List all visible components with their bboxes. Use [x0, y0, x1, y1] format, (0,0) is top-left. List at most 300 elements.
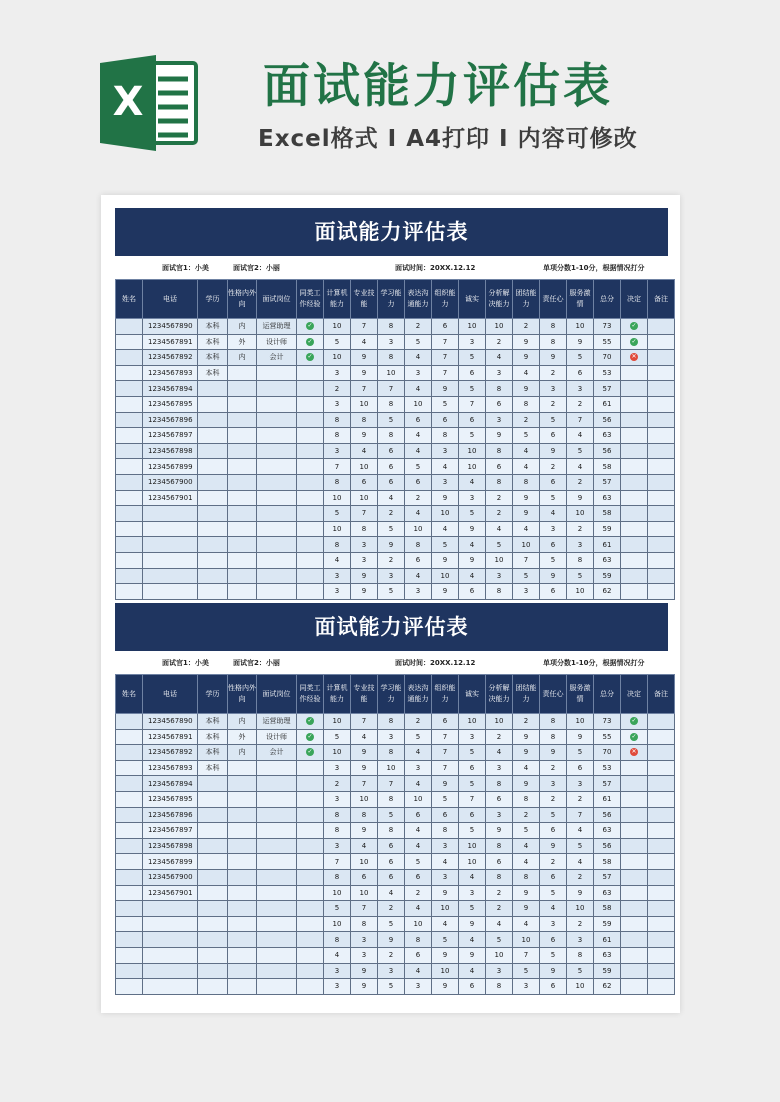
- table-cell[interactable]: 56: [594, 412, 621, 428]
- table-cell[interactable]: [257, 932, 297, 948]
- table-cell[interactable]: 8: [324, 807, 351, 823]
- table-cell[interactable]: 2: [513, 807, 540, 823]
- table-cell[interactable]: [297, 854, 324, 870]
- table-cell[interactable]: [297, 412, 324, 428]
- table-cell[interactable]: 58: [594, 459, 621, 475]
- table-cell[interactable]: [143, 568, 198, 584]
- table-cell[interactable]: 3: [486, 760, 513, 776]
- table-cell[interactable]: [297, 443, 324, 459]
- table-cell[interactable]: 9: [378, 932, 405, 948]
- table-cell[interactable]: [116, 729, 143, 745]
- table-cell[interactable]: 6: [540, 869, 567, 885]
- table-cell[interactable]: [648, 885, 675, 901]
- table-cell[interactable]: 8: [540, 729, 567, 745]
- table-cell[interactable]: 3: [378, 963, 405, 979]
- table-cell[interactable]: 10: [351, 490, 378, 506]
- table-cell[interactable]: 9: [432, 885, 459, 901]
- table-cell[interactable]: [648, 396, 675, 412]
- table-cell[interactable]: [198, 885, 228, 901]
- table-cell[interactable]: 5: [459, 901, 486, 917]
- table-cell[interactable]: [198, 854, 228, 870]
- table-cell[interactable]: 5: [540, 412, 567, 428]
- table-cell[interactable]: 1234567900: [143, 474, 198, 490]
- table-cell[interactable]: 设计师: [257, 729, 297, 745]
- table-cell[interactable]: [648, 854, 675, 870]
- table-cell[interactable]: [143, 901, 198, 917]
- table-cell[interactable]: 1234567897: [143, 428, 198, 444]
- table-cell[interactable]: 6: [432, 319, 459, 335]
- table-cell[interactable]: [257, 365, 297, 381]
- table-cell[interactable]: 本科: [198, 714, 228, 730]
- table-cell[interactable]: [116, 552, 143, 568]
- table-cell[interactable]: [228, 443, 257, 459]
- table-cell[interactable]: [621, 506, 648, 522]
- table-cell[interactable]: [621, 365, 648, 381]
- table-cell[interactable]: 7: [432, 350, 459, 366]
- table-cell[interactable]: [621, 838, 648, 854]
- table-cell[interactable]: [648, 474, 675, 490]
- table-cell[interactable]: [297, 334, 324, 350]
- table-cell[interactable]: 4: [405, 823, 432, 839]
- table-cell[interactable]: [228, 506, 257, 522]
- table-cell[interactable]: [621, 443, 648, 459]
- table-cell[interactable]: 4: [405, 901, 432, 917]
- table-cell[interactable]: 2: [540, 459, 567, 475]
- table-cell[interactable]: 2: [324, 381, 351, 397]
- table-cell[interactable]: 6: [378, 474, 405, 490]
- table-cell[interactable]: [116, 963, 143, 979]
- table-cell[interactable]: [228, 869, 257, 885]
- table-cell[interactable]: 4: [513, 365, 540, 381]
- table-cell[interactable]: [198, 521, 228, 537]
- table-cell[interactable]: 58: [594, 854, 621, 870]
- table-cell[interactable]: [297, 901, 324, 917]
- table-cell[interactable]: 53: [594, 365, 621, 381]
- table-cell[interactable]: 6: [405, 947, 432, 963]
- table-cell[interactable]: 2: [540, 365, 567, 381]
- table-cell[interactable]: [297, 350, 324, 366]
- table-cell[interactable]: 2: [486, 901, 513, 917]
- table-cell[interactable]: [257, 916, 297, 932]
- table-cell[interactable]: 4: [405, 963, 432, 979]
- table-cell[interactable]: 3: [567, 381, 594, 397]
- table-cell[interactable]: 6: [405, 552, 432, 568]
- table-cell[interactable]: [648, 823, 675, 839]
- table-cell[interactable]: 7: [432, 729, 459, 745]
- table-cell[interactable]: 3: [405, 979, 432, 995]
- table-cell[interactable]: 3: [324, 396, 351, 412]
- table-cell[interactable]: 9: [513, 490, 540, 506]
- table-cell[interactable]: 7: [432, 745, 459, 761]
- table-cell[interactable]: 2: [405, 490, 432, 506]
- table-cell[interactable]: 1234567892: [143, 350, 198, 366]
- table-cell[interactable]: 10: [324, 521, 351, 537]
- table-cell[interactable]: 58: [594, 901, 621, 917]
- table-cell[interactable]: 内: [228, 319, 257, 335]
- table-cell[interactable]: [648, 776, 675, 792]
- table-cell[interactable]: 5: [540, 490, 567, 506]
- table-cell[interactable]: 3: [378, 729, 405, 745]
- table-cell[interactable]: 2: [405, 885, 432, 901]
- table-cell[interactable]: [648, 537, 675, 553]
- table-cell[interactable]: 55: [594, 334, 621, 350]
- table-cell[interactable]: 5: [567, 963, 594, 979]
- table-cell[interactable]: [198, 791, 228, 807]
- table-cell[interactable]: 5: [378, 979, 405, 995]
- table-cell[interactable]: 6: [459, 760, 486, 776]
- table-cell[interactable]: 9: [432, 552, 459, 568]
- table-cell[interactable]: 2: [567, 869, 594, 885]
- table-cell[interactable]: [257, 552, 297, 568]
- table-cell[interactable]: [143, 521, 198, 537]
- table-cell[interactable]: [116, 428, 143, 444]
- table-cell[interactable]: 3: [486, 412, 513, 428]
- table-cell[interactable]: [297, 381, 324, 397]
- table-cell[interactable]: 10: [324, 745, 351, 761]
- table-cell[interactable]: 10: [513, 537, 540, 553]
- table-cell[interactable]: 3: [324, 568, 351, 584]
- table-cell[interactable]: [143, 552, 198, 568]
- table-cell[interactable]: [257, 901, 297, 917]
- table-cell[interactable]: 8: [324, 823, 351, 839]
- table-cell[interactable]: [116, 412, 143, 428]
- table-cell[interactable]: 3: [540, 381, 567, 397]
- table-cell[interactable]: 10: [567, 584, 594, 600]
- table-cell[interactable]: 3: [324, 963, 351, 979]
- table-cell[interactable]: 58: [594, 506, 621, 522]
- table-cell[interactable]: [116, 823, 143, 839]
- table-cell[interactable]: 9: [540, 350, 567, 366]
- table-cell[interactable]: 9: [351, 428, 378, 444]
- table-cell[interactable]: 10: [432, 506, 459, 522]
- table-cell[interactable]: 2: [567, 474, 594, 490]
- table-cell[interactable]: 4: [513, 838, 540, 854]
- table-cell[interactable]: [621, 807, 648, 823]
- table-cell[interactable]: [621, 729, 648, 745]
- table-cell[interactable]: 8: [378, 350, 405, 366]
- table-cell[interactable]: [621, 412, 648, 428]
- table-cell[interactable]: [257, 521, 297, 537]
- table-cell[interactable]: [257, 568, 297, 584]
- table-cell[interactable]: 6: [405, 869, 432, 885]
- table-cell[interactable]: [116, 776, 143, 792]
- table-cell[interactable]: 2: [567, 521, 594, 537]
- table-cell[interactable]: 7: [432, 334, 459, 350]
- table-cell[interactable]: [257, 396, 297, 412]
- table-cell[interactable]: 6: [378, 443, 405, 459]
- table-cell[interactable]: 10: [486, 319, 513, 335]
- table-cell[interactable]: 9: [513, 745, 540, 761]
- table-cell[interactable]: [648, 521, 675, 537]
- table-cell[interactable]: 10: [567, 979, 594, 995]
- table-cell[interactable]: 6: [540, 979, 567, 995]
- table-cell[interactable]: 本科: [198, 365, 228, 381]
- table-cell[interactable]: [198, 979, 228, 995]
- table-cell[interactable]: 本科: [198, 350, 228, 366]
- table-cell[interactable]: [648, 350, 675, 366]
- table-cell[interactable]: 4: [405, 568, 432, 584]
- table-cell[interactable]: [116, 474, 143, 490]
- table-cell[interactable]: 5: [405, 334, 432, 350]
- table-cell[interactable]: 5: [432, 791, 459, 807]
- table-cell[interactable]: [621, 319, 648, 335]
- table-cell[interactable]: 5: [567, 350, 594, 366]
- table-cell[interactable]: 7: [351, 381, 378, 397]
- table-cell[interactable]: 8: [378, 791, 405, 807]
- table-cell[interactable]: 9: [540, 838, 567, 854]
- table-cell[interactable]: 8: [486, 381, 513, 397]
- table-cell[interactable]: 1234567891: [143, 729, 198, 745]
- table-cell[interactable]: [297, 521, 324, 537]
- table-cell[interactable]: 59: [594, 916, 621, 932]
- table-cell[interactable]: [257, 979, 297, 995]
- table-cell[interactable]: 5: [567, 745, 594, 761]
- table-cell[interactable]: 7: [459, 791, 486, 807]
- table-cell[interactable]: [621, 776, 648, 792]
- table-cell[interactable]: 8: [567, 552, 594, 568]
- table-cell[interactable]: 6: [540, 823, 567, 839]
- table-cell[interactable]: 7: [432, 365, 459, 381]
- table-cell[interactable]: [143, 506, 198, 522]
- table-cell[interactable]: 10: [486, 714, 513, 730]
- table-cell[interactable]: 8: [513, 791, 540, 807]
- table-cell[interactable]: 3: [351, 947, 378, 963]
- table-cell[interactable]: 8: [378, 319, 405, 335]
- table-cell[interactable]: 10: [351, 791, 378, 807]
- table-cell[interactable]: 5: [513, 963, 540, 979]
- table-cell[interactable]: 8: [486, 474, 513, 490]
- table-cell[interactable]: [257, 490, 297, 506]
- table-cell[interactable]: [228, 979, 257, 995]
- table-cell[interactable]: [297, 490, 324, 506]
- table-cell[interactable]: 4: [486, 350, 513, 366]
- table-cell[interactable]: [198, 584, 228, 600]
- table-cell[interactable]: 9: [459, 552, 486, 568]
- table-cell[interactable]: 6: [378, 854, 405, 870]
- table-cell[interactable]: 内: [228, 745, 257, 761]
- table-cell[interactable]: 8: [324, 537, 351, 553]
- table-cell[interactable]: 3: [405, 365, 432, 381]
- table-cell[interactable]: 6: [567, 365, 594, 381]
- table-cell[interactable]: 2: [513, 714, 540, 730]
- table-cell[interactable]: [648, 490, 675, 506]
- table-cell[interactable]: [198, 459, 228, 475]
- table-cell[interactable]: 10: [513, 932, 540, 948]
- table-cell[interactable]: 1234567894: [143, 381, 198, 397]
- table-cell[interactable]: 6: [378, 869, 405, 885]
- table-cell[interactable]: [648, 745, 675, 761]
- table-cell[interactable]: [297, 823, 324, 839]
- table-cell[interactable]: 1234567896: [143, 807, 198, 823]
- table-cell[interactable]: 3: [459, 490, 486, 506]
- table-cell[interactable]: 9: [432, 979, 459, 995]
- table-cell[interactable]: [621, 474, 648, 490]
- table-cell[interactable]: 3: [351, 552, 378, 568]
- table-cell[interactable]: 3: [324, 838, 351, 854]
- table-cell[interactable]: 10: [351, 459, 378, 475]
- table-cell[interactable]: 6: [459, 807, 486, 823]
- table-cell[interactable]: 5: [405, 459, 432, 475]
- table-cell[interactable]: [648, 443, 675, 459]
- table-cell[interactable]: [297, 869, 324, 885]
- table-cell[interactable]: 5: [405, 854, 432, 870]
- table-cell[interactable]: [228, 521, 257, 537]
- table-cell[interactable]: 9: [486, 823, 513, 839]
- table-cell[interactable]: [257, 823, 297, 839]
- table-cell[interactable]: 7: [324, 854, 351, 870]
- table-cell[interactable]: [116, 807, 143, 823]
- table-cell[interactable]: 4: [324, 552, 351, 568]
- table-cell[interactable]: 63: [594, 552, 621, 568]
- table-cell[interactable]: [116, 885, 143, 901]
- table-cell[interactable]: [228, 963, 257, 979]
- table-cell[interactable]: 9: [513, 506, 540, 522]
- table-cell[interactable]: [257, 506, 297, 522]
- table-cell[interactable]: 2: [486, 506, 513, 522]
- table-cell[interactable]: 5: [459, 381, 486, 397]
- table-cell[interactable]: 3: [351, 537, 378, 553]
- table-cell[interactable]: [228, 490, 257, 506]
- table-cell[interactable]: [116, 584, 143, 600]
- table-cell[interactable]: [143, 932, 198, 948]
- table-cell[interactable]: 9: [432, 947, 459, 963]
- table-cell[interactable]: [198, 823, 228, 839]
- table-cell[interactable]: [228, 807, 257, 823]
- table-cell[interactable]: 4: [513, 760, 540, 776]
- table-cell[interactable]: [621, 334, 648, 350]
- table-cell[interactable]: 5: [324, 729, 351, 745]
- table-cell[interactable]: 2: [567, 791, 594, 807]
- table-cell[interactable]: 5: [567, 838, 594, 854]
- table-cell[interactable]: 63: [594, 885, 621, 901]
- table-cell[interactable]: 3: [405, 760, 432, 776]
- table-cell[interactable]: [297, 552, 324, 568]
- table-cell[interactable]: 10: [324, 714, 351, 730]
- table-cell[interactable]: 7: [513, 947, 540, 963]
- table-cell[interactable]: 4: [459, 932, 486, 948]
- table-cell[interactable]: 1234567893: [143, 365, 198, 381]
- table-cell[interactable]: 10: [405, 916, 432, 932]
- table-cell[interactable]: [228, 823, 257, 839]
- table-cell[interactable]: 3: [459, 885, 486, 901]
- table-cell[interactable]: 10: [459, 854, 486, 870]
- table-cell[interactable]: 5: [459, 350, 486, 366]
- table-cell[interactable]: 7: [351, 319, 378, 335]
- table-cell[interactable]: 10: [567, 319, 594, 335]
- table-cell[interactable]: [198, 932, 228, 948]
- table-cell[interactable]: 2: [567, 916, 594, 932]
- table-cell[interactable]: 4: [513, 443, 540, 459]
- table-cell[interactable]: 8: [540, 319, 567, 335]
- table-cell[interactable]: [228, 776, 257, 792]
- table-cell[interactable]: [198, 443, 228, 459]
- table-cell[interactable]: [297, 428, 324, 444]
- table-cell[interactable]: [228, 568, 257, 584]
- table-cell[interactable]: [621, 428, 648, 444]
- table-cell[interactable]: 7: [351, 506, 378, 522]
- table-cell[interactable]: 9: [351, 584, 378, 600]
- table-cell[interactable]: [648, 552, 675, 568]
- table-cell[interactable]: [648, 412, 675, 428]
- table-cell[interactable]: [228, 885, 257, 901]
- table-cell[interactable]: 4: [513, 521, 540, 537]
- table-cell[interactable]: [228, 552, 257, 568]
- table-cell[interactable]: 4: [432, 521, 459, 537]
- table-cell[interactable]: [116, 901, 143, 917]
- table-cell[interactable]: [648, 947, 675, 963]
- table-cell[interactable]: [198, 869, 228, 885]
- table-cell[interactable]: [297, 932, 324, 948]
- table-cell[interactable]: [116, 396, 143, 412]
- table-cell[interactable]: 3: [324, 443, 351, 459]
- table-cell[interactable]: 5: [486, 932, 513, 948]
- table-cell[interactable]: 2: [324, 776, 351, 792]
- table-cell[interactable]: 6: [540, 537, 567, 553]
- table-cell[interactable]: 73: [594, 319, 621, 335]
- table-cell[interactable]: 8: [324, 869, 351, 885]
- table-cell[interactable]: 3: [459, 334, 486, 350]
- table-cell[interactable]: 6: [405, 474, 432, 490]
- table-cell[interactable]: [648, 459, 675, 475]
- table-cell[interactable]: 8: [486, 869, 513, 885]
- table-cell[interactable]: 5: [540, 885, 567, 901]
- table-cell[interactable]: 会计: [257, 745, 297, 761]
- table-cell[interactable]: 10: [432, 901, 459, 917]
- table-cell[interactable]: 1234567892: [143, 745, 198, 761]
- table-cell[interactable]: [228, 932, 257, 948]
- table-cell[interactable]: 6: [540, 474, 567, 490]
- table-cell[interactable]: 9: [567, 490, 594, 506]
- table-cell[interactable]: [621, 854, 648, 870]
- table-cell[interactable]: 10: [405, 396, 432, 412]
- table-cell[interactable]: 3: [567, 932, 594, 948]
- table-cell[interactable]: 7: [378, 776, 405, 792]
- table-cell[interactable]: [116, 365, 143, 381]
- table-cell[interactable]: 1234567895: [143, 396, 198, 412]
- table-cell[interactable]: 70: [594, 350, 621, 366]
- table-cell[interactable]: [257, 963, 297, 979]
- table-cell[interactable]: 9: [459, 947, 486, 963]
- table-cell[interactable]: 3: [324, 791, 351, 807]
- table-cell[interactable]: 9: [459, 521, 486, 537]
- table-cell[interactable]: 8: [324, 932, 351, 948]
- table-cell[interactable]: [297, 838, 324, 854]
- table-cell[interactable]: 2: [486, 885, 513, 901]
- table-cell[interactable]: 9: [513, 885, 540, 901]
- table-cell[interactable]: 2: [486, 729, 513, 745]
- table-cell[interactable]: [143, 963, 198, 979]
- table-cell[interactable]: [198, 838, 228, 854]
- table-cell[interactable]: 6: [540, 584, 567, 600]
- table-cell[interactable]: 3: [513, 584, 540, 600]
- table-cell[interactable]: 8: [351, 916, 378, 932]
- table-cell[interactable]: [228, 584, 257, 600]
- table-cell[interactable]: 10: [432, 568, 459, 584]
- table-cell[interactable]: 6: [378, 459, 405, 475]
- table-cell[interactable]: 运营助理: [257, 319, 297, 335]
- table-cell[interactable]: [648, 916, 675, 932]
- table-cell[interactable]: [198, 396, 228, 412]
- table-cell[interactable]: [297, 568, 324, 584]
- table-cell[interactable]: 运营助理: [257, 714, 297, 730]
- table-cell[interactable]: [621, 963, 648, 979]
- table-cell[interactable]: 4: [459, 474, 486, 490]
- table-cell[interactable]: 5: [459, 506, 486, 522]
- table-cell[interactable]: 5: [567, 568, 594, 584]
- table-cell[interactable]: [621, 885, 648, 901]
- table-cell[interactable]: 4: [351, 729, 378, 745]
- table-cell[interactable]: 9: [459, 916, 486, 932]
